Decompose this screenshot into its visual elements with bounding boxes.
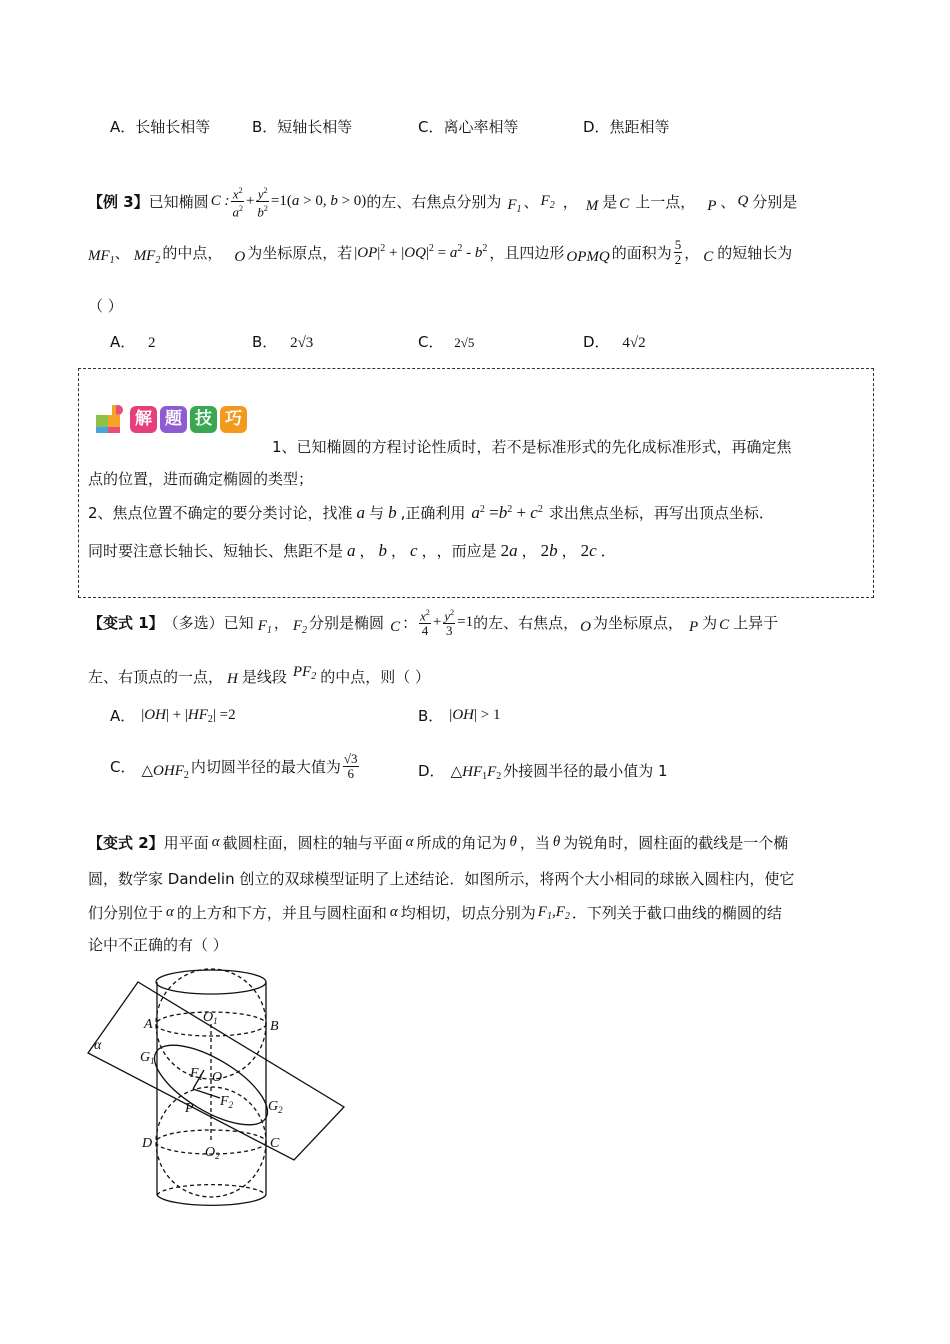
math: C : (210, 193, 230, 210)
badge-char: 巧 (220, 406, 247, 433)
math: $F_2$ (540, 192, 555, 211)
math: OPMQ (566, 249, 610, 265)
svg-text:O1: $O_1$ (203, 1010, 218, 1026)
variant1-option-a: A． $|OH| + |HF_2| =2$ (110, 706, 236, 725)
example3-option-d: D． 4√2 (583, 333, 646, 351)
svg-text:O: O (212, 1070, 223, 1085)
example3-paren: （ ） (88, 297, 123, 315)
math: $|OP|^2 + |OQ|^2 = a^2 - b^2$ (354, 243, 488, 261)
math: $MF_1$ (88, 247, 115, 266)
svg-text:A: A (144, 1017, 153, 1032)
option-c: C．离心率相等 (418, 118, 519, 136)
badge-char: 解 (130, 406, 157, 433)
example3-line1: 【例 3】 已知椭圆 C : $\frac{x^2}{a^2}$ + $\frac{y^2}{b^2}$ =1(a > 0, b > 0) 的左、右焦点分别为 $F_1$ 、 $F_2$ ， M 是 C 上一点， P 、 Q 分别是 (88, 186, 798, 220)
variant1-option-d: D． $\triangle HF_1F_2$ 外接圆半径的最小值为 1 (418, 761, 668, 782)
svg-text:F1: $F_1$ (190, 1066, 204, 1082)
dandelin-figure (80, 960, 360, 1210)
math: $F_1$ (507, 196, 522, 215)
tips-line4: 同时要注意长轴长、短轴长、焦距不是 a ， b ， c ， ，而应是 2a ， 2b ， 2c ． (88, 540, 616, 560)
example3-option-a: A． 2 (110, 333, 156, 351)
text: 的短轴长为 (717, 244, 793, 262)
variant1-option-c: C． $\triangle OHF_2$ 内切圆半径的最大值为 $\frac{√3}{6}$ (110, 751, 358, 781)
example3-option-b: B． 2√3 (252, 333, 314, 351)
text: 为坐标原点，若 (247, 244, 353, 262)
math: =1(a > 0, b > 0) (270, 193, 367, 210)
badge-char: 技 (190, 406, 217, 433)
text: 是 (602, 193, 618, 212)
text: 的中点， (162, 244, 223, 262)
variant2-line1: 【变式 2】 用平面 α 截圆柱面，圆柱的轴与平面 α 所成的角记为 θ ，当 θ 为锐角时，圆柱面的截线是一个椭 (88, 834, 789, 852)
math: $\frac{y^2}{b^2}$ (257, 186, 268, 220)
svg-text:α: α (94, 1038, 102, 1053)
option-a: A．长轴长相等 (110, 118, 211, 136)
math: Q (737, 193, 749, 210)
example3-option-c: C． 2√5 (418, 333, 475, 351)
svg-text:G1: $G_1$ (140, 1050, 155, 1066)
math: P (707, 198, 717, 215)
math: C (703, 249, 714, 265)
math: $MF_2$ (133, 247, 161, 266)
example3-tag: 【例 3】 (88, 193, 149, 212)
text: 分别是 (752, 193, 798, 212)
svg-text:F2: $F_2$ (220, 1094, 234, 1110)
math: $\frac{x^2}{a^2}$ (232, 186, 243, 220)
tips-badge (94, 403, 250, 435)
math: O (234, 249, 246, 265)
svg-text:B: B (270, 1019, 279, 1034)
svg-text:C: C (270, 1136, 280, 1151)
variant1-line1: 【变式 1】 （多选）已知 $F_1$ ， $F_2$ 分别是椭圆 C ： $\frac{x^2}{4}$ + $\frac{y^2}{3}$ =1 的左、右焦点， O 为坐标原点， P 为 C 上异于 (88, 608, 779, 639)
text: 已知椭圆 (148, 193, 209, 212)
math: C (619, 196, 630, 213)
svg-text:P: P (185, 1101, 194, 1116)
math: $\frac{5}{2}$ (674, 237, 682, 267)
variant2-line2: 圆，数学家 Dandelin 创立的双球模型证明了上述结论．如图所示，将两个大小相同的球嵌入圆柱内，使它 (88, 870, 795, 888)
text: 上一点， (635, 193, 696, 212)
puzzle-icon (94, 403, 126, 435)
svg-text:D: D (142, 1136, 153, 1151)
variant2-line3: 们分别位于 α 的上方和下方，并且与圆柱面和 α 均相切，切点分别为 $F_1,F_2$ ．下列关于截口曲线的椭圆的结 (88, 903, 782, 922)
variant1-line2: 左、右顶点的一点， H 是线段 $PF_2$ 的中点，则（ ） (88, 664, 430, 687)
tips-line3: 2、焦点位置不确定的要分类讨论，找准 a 与 b ,正确利用 $a^2 =b^2 + c^2$ 求出焦点坐标，再写出顶点坐标． (88, 502, 774, 522)
option-d: D．焦距相等 (583, 118, 670, 136)
option-b: B．短轴长相等 (252, 118, 353, 136)
variant1-option-b: B． |OH| > 1 (418, 707, 501, 725)
badge-char: 题 (160, 406, 187, 433)
text: 的左、右焦点分别为 (366, 193, 502, 212)
variant2-line4: 论中不正确的有（ ） (88, 936, 228, 954)
tips-line2: 点的位置，进而确定椭圆的类型； (88, 470, 314, 488)
math: M (585, 198, 599, 215)
text: ，且四边形 (489, 244, 565, 262)
variant1-tag: 【变式 1】 (88, 613, 164, 632)
svg-text:O2: $O_2$ (205, 1145, 220, 1161)
variant2-tag: 【变式 2】 (88, 834, 164, 852)
example3-line2: $MF_1$ 、 $MF_2$ 的中点， O 为坐标原点，若 $|OP|^2 + |OQ|^2 = a^2 - b^2$ ，且四边形 OPMQ 的面积为 $\frac{5}{2}$ ， C 的短轴长为 (88, 237, 793, 267)
text: 的面积为 (611, 244, 672, 262)
tips-line1: 1、已知椭圆的方程讨论性质时，若不是标准形式的先化成标准形式，再确定焦 (272, 438, 792, 456)
svg-text:G2: $G_2$ (268, 1099, 283, 1115)
